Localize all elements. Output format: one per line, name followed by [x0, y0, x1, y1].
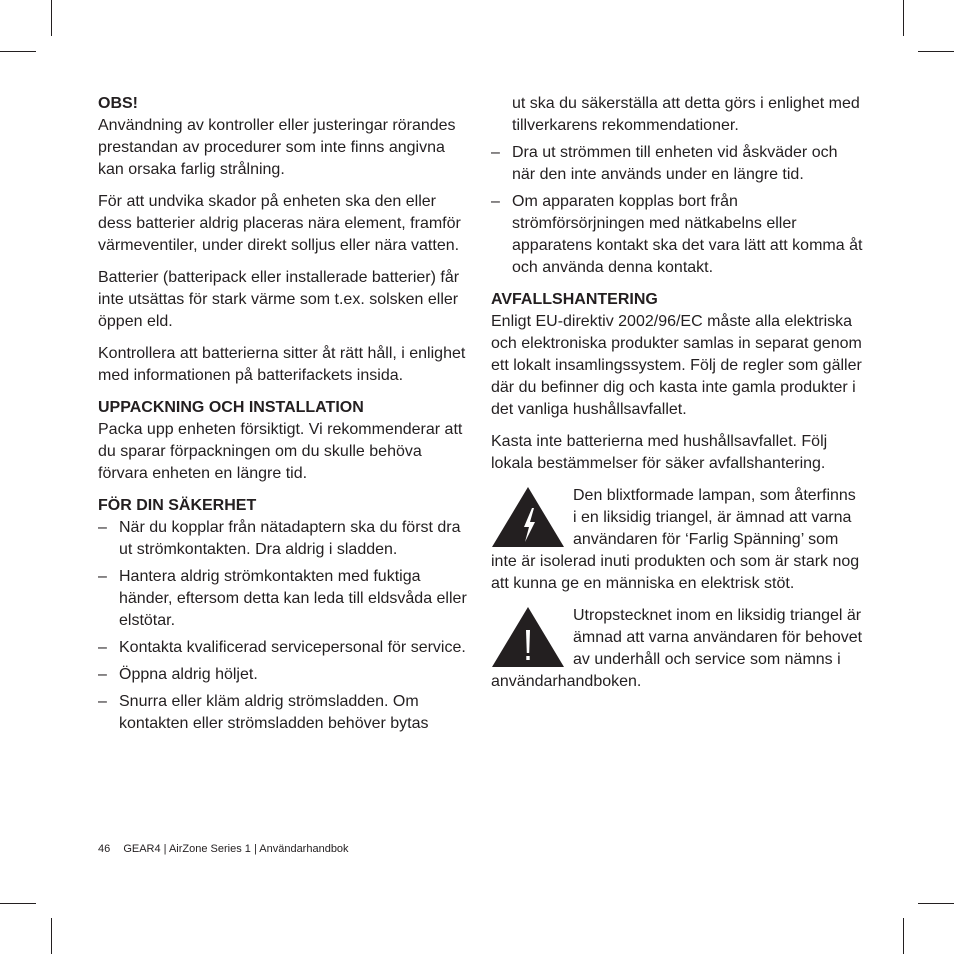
obs-text: Användning av kontroller eller justeringar rörandes prestandan av procedurer som inte finns angivna kan orsaka farlig strålning.	[98, 117, 456, 178]
exclamation-warning-icon	[491, 606, 565, 668]
list-item	[98, 517, 470, 561]
crop-mark	[0, 51, 36, 52]
page-number: 46	[98, 843, 111, 855]
paragraph: För att undvika skador på enheten ska den eller dess batterier aldrig placeras nära element, framför värmeventiler, under direkt solljus eller nära vatten.	[98, 193, 461, 254]
list-dash: –	[98, 666, 107, 683]
exclamation-warning	[491, 605, 863, 693]
safety-list	[98, 517, 470, 735]
paragraph: Batterier (batteripack eller installerade batterier) får inte utsättas för stark värme som t.ex. solsken eller öppen eld.	[98, 269, 460, 330]
list-item-text: När du kopplar från nätadaptern ska du först dra ut strömkontakten. Dra aldrig i sladden.	[119, 519, 461, 558]
waste-text: Enligt EU-direktiv 2002/96/EC måste alla elektriska och elektroniska produkter samlas in separat genom ett lokalt insamlingssystem. Följ de regler som gäller där du befinner dig och kasta inte gamla produkter i det vanliga hushållsavfallet.	[491, 313, 862, 418]
crop-mark	[0, 903, 36, 904]
paragraph: Kontrollera att batterierna sitter åt rätt håll, i enlighet med informationen på batterifackets insida.	[98, 345, 466, 384]
right-column	[491, 93, 863, 703]
left-column	[98, 93, 470, 745]
page-footer	[98, 841, 349, 857]
crop-mark	[903, 918, 904, 954]
unpacking-heading: UPPACKNING OCH INSTALLATION	[98, 399, 364, 416]
list-item-text: Öppna aldrig höljet.	[119, 666, 258, 683]
footer-text: GEAR4 | AirZone Series 1 | Användarhandbok	[123, 843, 349, 855]
list-dash: –	[491, 193, 500, 210]
safety-list-continued	[491, 142, 863, 279]
list-item	[491, 142, 863, 186]
list-dash: –	[98, 519, 107, 536]
list-item	[98, 637, 470, 659]
list-item	[98, 664, 470, 686]
list-item-text: Hantera aldrig strömkontakten med fuktiga händer, eftersom detta kan leda till eldsvåda eller elstötar.	[119, 568, 467, 629]
list-dash: –	[98, 693, 107, 710]
crop-mark	[918, 903, 954, 904]
list-item-text: Dra ut strömmen till enheten vid åskväder och när den inte används under en längre tid.	[512, 144, 838, 183]
batteries-paragraph: Kasta inte batterierna med hushållsavfallet. Följ lokala bestämmelser för säker avfallshantering.	[491, 433, 828, 472]
lightning-warning-icon	[491, 486, 565, 548]
crop-mark	[918, 51, 954, 52]
lightning-warning	[491, 485, 863, 595]
list-dash: –	[98, 639, 107, 656]
waste-heading: AVFALLSHANTERING	[491, 291, 658, 308]
unpacking-section	[98, 397, 470, 485]
list-item	[98, 691, 470, 735]
list-item-continuation: ut ska du säkerställa att detta görs i enlighet med tillverkarens rekommendationer.	[512, 95, 860, 134]
list-dash: –	[491, 144, 500, 161]
waste-section	[491, 289, 863, 421]
crop-mark	[51, 0, 52, 36]
obs-heading: OBS!	[98, 95, 138, 112]
list-item	[491, 191, 863, 279]
lightning-warning-text: Den blixtformade lampan, som återfinns i en liksidig triangel, är ämnad att varna användaren för ‘Farlig Spänning’ som inte är isolerad inuti produkten och som är stark nog att kunna ge en människa en elektrisk stöt.	[491, 487, 860, 592]
list-item-text: Snurra eller kläm aldrig strömsladden. Om kontakten eller strömsladden behöver bytas	[119, 693, 429, 732]
list-item-text: Kontakta kvalificerad servicepersonal för service.	[119, 639, 466, 656]
list-item	[98, 566, 470, 632]
list-item-text: Om apparaten kopplas bort från strömförsörjningen med nätkabelns eller apparatens kontakt ska det vara lätt att komma åt och använda denna kontakt.	[512, 193, 863, 276]
unpacking-text: Packa upp enheten försiktigt. Vi rekommenderar att du sparar förpackningen om du skulle behöva förvara enheten en längre tid.	[98, 421, 463, 482]
crop-mark	[51, 918, 52, 954]
list-dash: –	[98, 568, 107, 585]
obs-section	[98, 93, 470, 181]
exclamation-warning-text: Utropstecknet inom en liksidig triangel är ämnad att varna användaren för behovet av underhåll och service som nämns i användarhandboken.	[491, 607, 863, 690]
crop-mark	[903, 0, 904, 36]
safety-heading: FÖR DIN SÄKERHET	[98, 497, 257, 514]
